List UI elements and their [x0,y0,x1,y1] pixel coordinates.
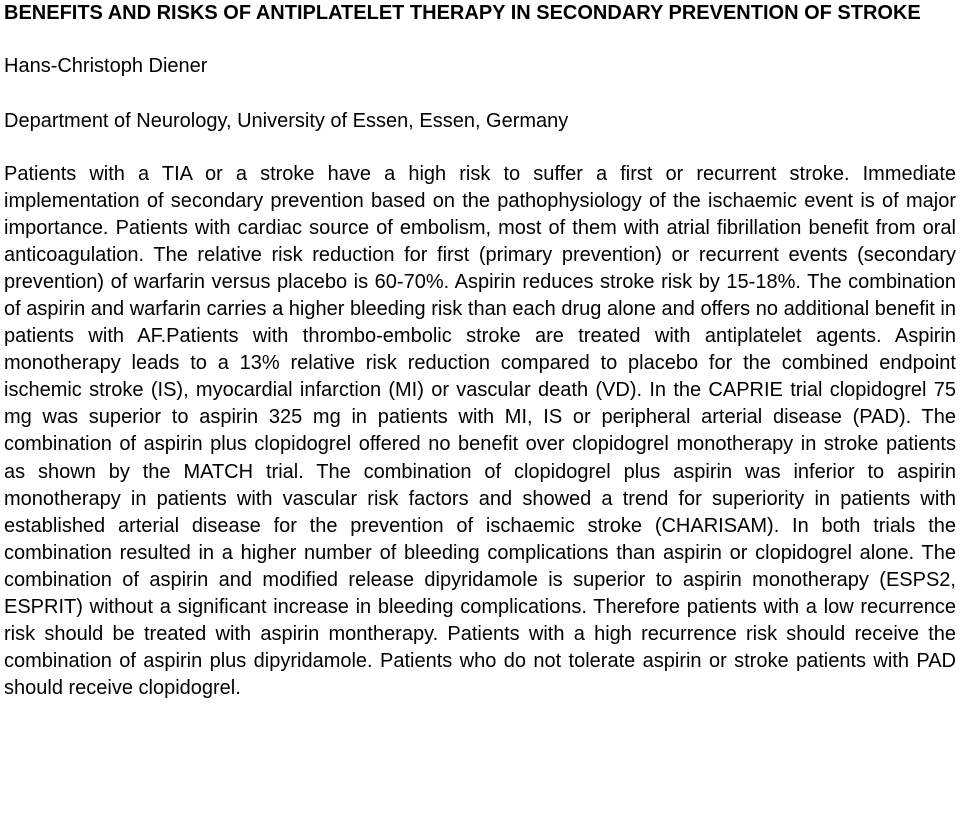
author-name: Hans-Christoph Diener [4,55,208,77]
author-affiliation: Department of Neurology, University of Essen, Essen, Germany [4,110,569,132]
document-title: BENEFITS AND RISKS OF ANTIPLATELET THERAPY IN SECONDARY PREVENTION OF STROKE [4,2,921,24]
abstract-body: Patients with a TIA or a stroke have a high risk to suffer a first or recurrent stroke. Immediate implementation of secondary prevention based on the pathophysiology of the ischaemic event is of major importance. Patients with cardiac source of embolism, most of them with atrial fibrillation benefit from oral anticoagulation. The relative risk reduction for first (primary prevention) or recurrent events (secondary prevention) of warfarin versus placebo is 60-70%. Aspirin reduces stroke risk by 15-18%. The combination of aspirin and warfarin carries a higher bleeding risk than each drug alone and offers no additional benefit in patients with AF.Patients with thrombo-embolic stroke are treated with antiplatelet agents. Aspirin monotherapy leads to a 13% relative risk reduction compared to placebo for the combined endpoint ischemic stroke (IS), myocardial infarction (MI) or vascular death (VD). In the CAPRIE trial clopidogrel 75 mg was superior to aspirin 325 mg in patients with MI, IS or peripheral arterial disease (PAD). The combination of aspirin plus clopidogrel offered no benefit over clopidogrel monotherapy in stroke patients as shown by the MATCH trial. The combination of clopidogrel plus aspirin was inferior to aspirin monotherapy in patients with vascular risk factors and showed a trend for superiority in patients with established arterial disease for the prevention of ischaemic stroke (CHARISAM). In both trials the combination resulted in a higher number of bleeding complications than aspirin or clopidogrel alone. The combination of aspirin and modified release dipyridamole is superior to aspirin monotherapy (ESPS2, ESPRIT) without a significant increase in bleeding complications. Therefore patients with a low recurrence risk should be treated with aspirin montherapy. Patients with a high recurrence risk should receive the combination of aspirin plus dipyridamole. Patients who do not tolerate aspirin or stroke patients with PAD should receive clopidogrel. [4,163,956,699]
